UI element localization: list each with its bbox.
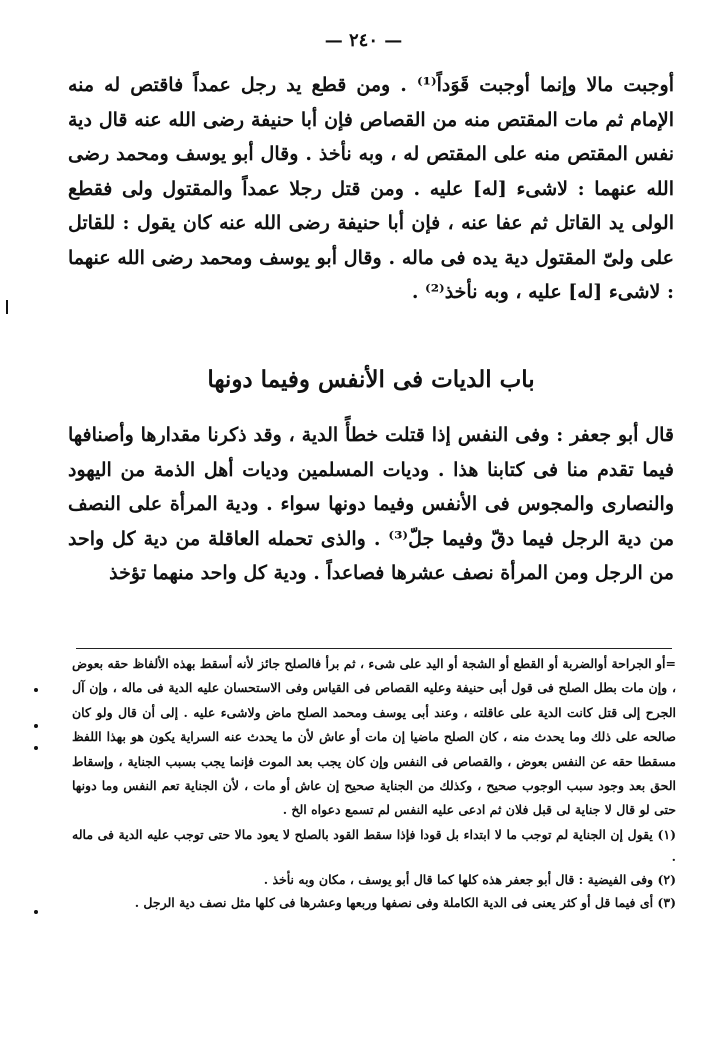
main-text-paragraph-1: أوجبت مالا وإنما أوجبت قَوَداً⁽¹⁾ . ومن قطع يد رجل عمداً فاقتص له منه الإمام ثم مات المقتص منه من القصاص فإن أبا حنيفة رضى الله عنه قال دية نفس المقتص منه على المقتص له ، وبه نأخذ . وقال أبو يوسف ومحمد رضى الله عنهما : لاشىء [له] عليه . ومن قتل رجلا عمداً والمقتول ولى فقطع الولى يد القاتل ثم عفا عنه ، فإن أبا حنيفة رضى الله عنه كان يقول : للقاتل على ولىّ المقتول دية يده فى ماله . وقال أبو يوسف ومحمد رضى الله عنهما : لاشىء [له] عليه ، وبه نأخذ⁽²⁾ . <box>68 74 674 303</box>
footnote-3: (٣) أى فيما قل أو كثر يعنى فى الدية الكاملة وفى نصفها وربعها وعشرها فى كلها مثل نصف دية الرجل . <box>134 894 676 910</box>
main-text-paragraph-2: قال أبو جعفر : وفى النفس إذا قتلت خطأً الدية ، وقد ذكرنا مقدارها وأصنافها فيما تقدم منا فى كتابنا هذا . وديات المسلمين وديات أهل الذمة من اليهود والنصارى والمجوس فى الأنفس وفيما دونها سواء . ودية المرأة على النصف من دية الرجل فيما دقّ وفيما جلّ⁽³⁾ . والذى تحمله العاقلة من دية كل واحد من الرجل ومن المرأة نصف عشرها فصاعداً . ودية كل واحد منهما تؤخذ <box>68 424 674 584</box>
margin-dot <box>34 746 38 750</box>
footnote-separator <box>76 648 672 649</box>
margin-dot <box>34 688 38 692</box>
margin-mark <box>6 300 8 314</box>
chapter-heading: باب الديات فى الأنفس وفيما دونها <box>207 366 535 393</box>
margin-dot <box>34 910 38 914</box>
footnote-2: (٢) وفى الفيضية : قال أبو جعفر هذه كلها كما قال أبو يوسف ، مكان وبه نأخذ . <box>263 871 676 887</box>
footnote-1: (١) يقول إن الجناية لم توجب ما لا ابتداء بل قودا فإذا سقط القود بالصلح لا يعود مالا حتى توجب عليه الدية فى ماله . <box>72 826 676 864</box>
footnotes-block <box>72 652 676 914</box>
page-number: — ٢٤٠ — <box>324 30 403 51</box>
footnote-continuation: =أو الجراحة أوالضربة أو القطع أو الشجة أو اليد على شىء ، ثم برأ فالصلح جائز لأنه أسقط بهذه الألفاظ حقه بعوض ، وإن مات بطل الصلح فى قول أبى حنيفة وعليه القصاص فى القياس وفى الاستحسان عليه الدية فى ماله ، وإن آل الجرح إلى قتل كانت الدية على عاقلته ، وعند أبى يوسف ومحمد الصلح ماض ولاشىء عليه . إلى أن قال ولو كان صالحه على ذلك وما يحدث منه ، كان الصلح ماضيا إن مات أو عاش لأن ما يحدث عنه السراية يكون هو بهذا اللفظ مسقطا حقه عن النفس بعوض ، والقصاص فى النفس وإن كان يجب بعد الموت فإنما يجب بسبب الجناية ، وإسقاط الحق بعد وجود سبب الوجوب صحيح ، وكذلك من الجناية صحيح إن عاش أو مات ، لأن الجناية تعم النفس وما دونها حتى لو قال لا جناية لى قبل فلان ثم ادعى عليه النفس لم تسمع دعواه الخ . <box>72 656 676 818</box>
margin-dot <box>34 724 38 728</box>
